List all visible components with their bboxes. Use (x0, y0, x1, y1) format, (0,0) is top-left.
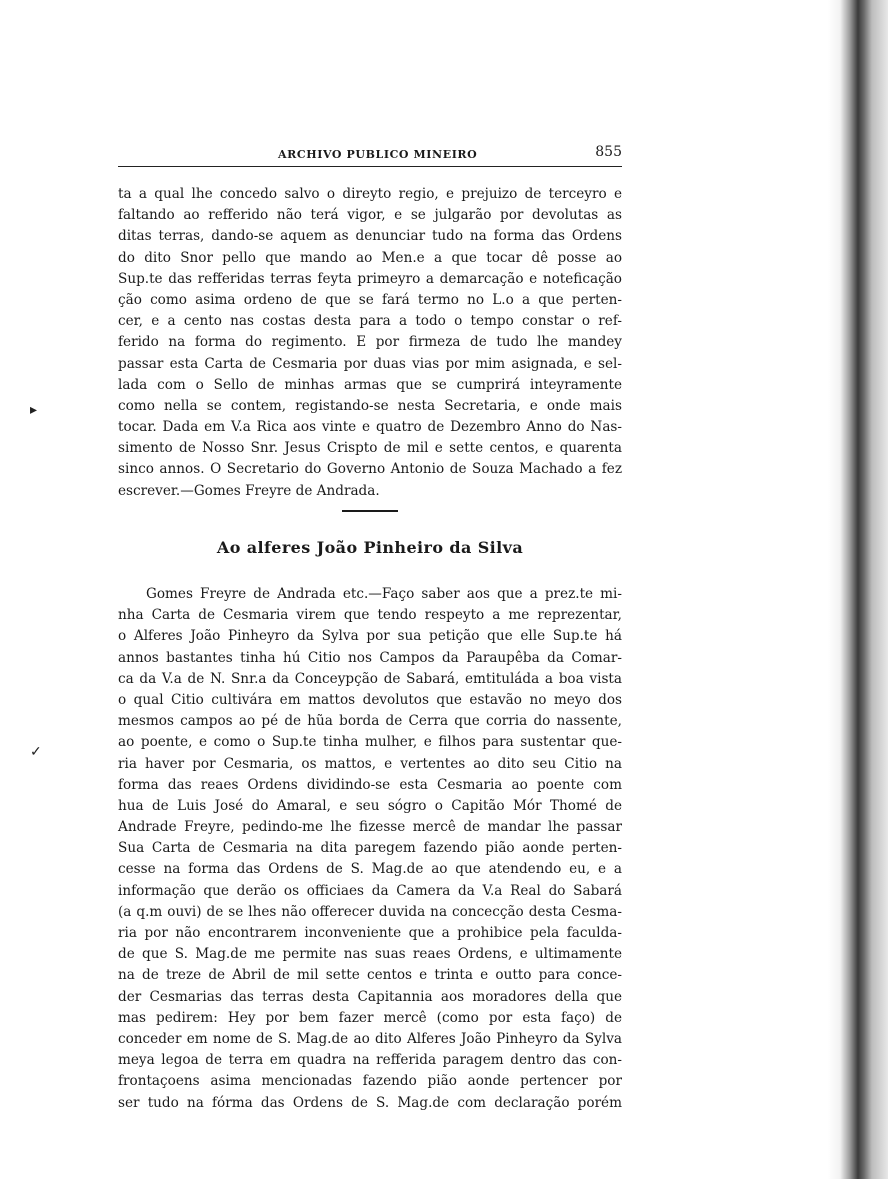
text-line: passar esta Carta de Cesmaria por duas vias por mim asignada, e sel- (118, 355, 622, 372)
section-divider (342, 510, 398, 512)
text-line: Andrade Freyre, pedindo-me lhe fizesse mercê de mandar lhe passar (118, 819, 622, 836)
text-line: cer, e a cento nas costas desta para a todo o tempo constar o ref- (118, 313, 622, 330)
text-line: lada com o Sello de minhas armas que se cumprirá inteyramente (118, 376, 622, 393)
text-line: conceder em nome de S. Mag.de ao dito Alferes João Pinheyro da Sylva (118, 1030, 622, 1047)
text-line: faltando ao refferido não terá vigor, e se julgarão por devolutas as (118, 207, 622, 224)
text-line: forma das reaes Ordens dividindo-se esta Cesmaria ao poente com (118, 776, 622, 793)
text-line: ditas terras, dando-se aquem as denunciar tudo na forma das Ordens (118, 228, 622, 245)
section-heading: Ao alferes João Pinheiro da Silva (216, 538, 524, 557)
text-line: na de treze de Abril de mil sette centos e trinta e outto para conce- (118, 967, 622, 984)
text-line: nha Carta de Cesmaria virem que tendo respeyto a me reprezentar, (118, 607, 622, 624)
margin-bullet-mark: ▸ (30, 402, 38, 418)
paragraph-body (118, 584, 622, 1114)
text-line: ao poente, e como o Sup.te tinha mulher, e filhos para sustentar que- (118, 734, 622, 751)
text-line: simento de Nosso Snr. Jesus Crispto de mil e sette centos, e quarenta (118, 440, 622, 457)
page-binding-edge (828, 0, 888, 1179)
text-line: cesse na forma das Ordens de S. Mag.de ao que atendendo eu, e a (118, 861, 622, 878)
text-line: frontaçoens asima mencionadas fazendo pião aonde pertencer por (118, 1073, 622, 1090)
text-line: ferido na forma do regimento. E por firmeza de tudo lhe mandey (118, 334, 622, 351)
text-line: ta a qual lhe concedo salvo o direyto regio, e prejuizo de terceyro e (118, 186, 622, 202)
text-line: meya legoa de terra em quadra na refferida paragem dentro das con- (118, 1052, 622, 1069)
text-line: ção como asima ordeno de que se fará termo no L.o a que perten- (118, 291, 622, 308)
text-line: mesmos campos ao pé de hũa borda de Cerra que corria do nassente, (118, 713, 622, 730)
text-line: sinco annos. O Secretario do Governo Antonio de Souza Machado a fez (118, 461, 622, 478)
text-line: der Cesmarias das terras desta Capitannia aos moradores della que (118, 988, 622, 1005)
text-line: hua de Luis José do Amaral, e seu sógro o Capitão Mór Thomé de (118, 797, 622, 814)
text-line: mas pedirem: Hey por bem fazer mercê (como por esta faço) de (118, 1009, 622, 1026)
text-line: do dito Snor pello que mando ao Men.e a que tocar dê posse ao (118, 249, 622, 266)
text-line: o qual Citio cultivára em mattos devolutos que estavão no meyo dos (118, 691, 622, 708)
paragraph-continuation (118, 184, 622, 502)
page-number: 855 (595, 144, 622, 160)
running-header (118, 144, 622, 167)
text-line: escrever.—Gomes Freyre de Andrada. (118, 482, 380, 499)
text-line: ca da V.a de N. Snr.a da Conceypção de Sabará, emtituláda a boa vista (118, 670, 622, 687)
text-line: tocar. Dada em V.a Rica aos vinte e quatro de Dezembro Anno do Nas- (118, 419, 622, 436)
running-title: ARCHIVO PUBLICO MINEIRO (278, 148, 478, 161)
text-line: Sua Carta de Cesmaria na dita paregem fazendo pião aonde perten- (118, 840, 622, 857)
text-line: ria por não encontrarem inconveniente que a prohibice pela faculda- (118, 925, 622, 941)
text-line: o Alferes João Pinheyro da Sylva por sua petição que elle Sup.te há (118, 628, 622, 645)
text-line: (a q.m ouvi) de se lhes não offerecer duvida na concecção desta Cesma- (118, 903, 622, 920)
text-line: como nella se contem, registando-se nesta Secretaria, e onde mais (118, 397, 622, 414)
text-line: Sup.te das refferidas terras feyta primeyro a demarcação e noteficação (118, 270, 622, 287)
text-line: ser tudo na fórma das Ordens de S. Mag.de com declaração porém (118, 1094, 622, 1111)
text-line: de que S. Mag.de me permite nas suas reaes Ordens, e ultimamente (118, 946, 622, 963)
text-line: annos bastantes tinha hú Citio nos Campos da Paraupêba da Comar- (118, 649, 622, 666)
text-line: ria haver por Cesmaria, os mattos, e vertentes ao dito seu Citio na (118, 755, 622, 772)
text-line: Gomes Freyre de Andrada etc.—Faço saber aos que a prez.te mi- (146, 586, 622, 602)
text-line: informação que derão os officiaes da Camera da V.a Real do Sabará (118, 882, 622, 899)
margin-check-mark: ✓ (30, 744, 42, 760)
